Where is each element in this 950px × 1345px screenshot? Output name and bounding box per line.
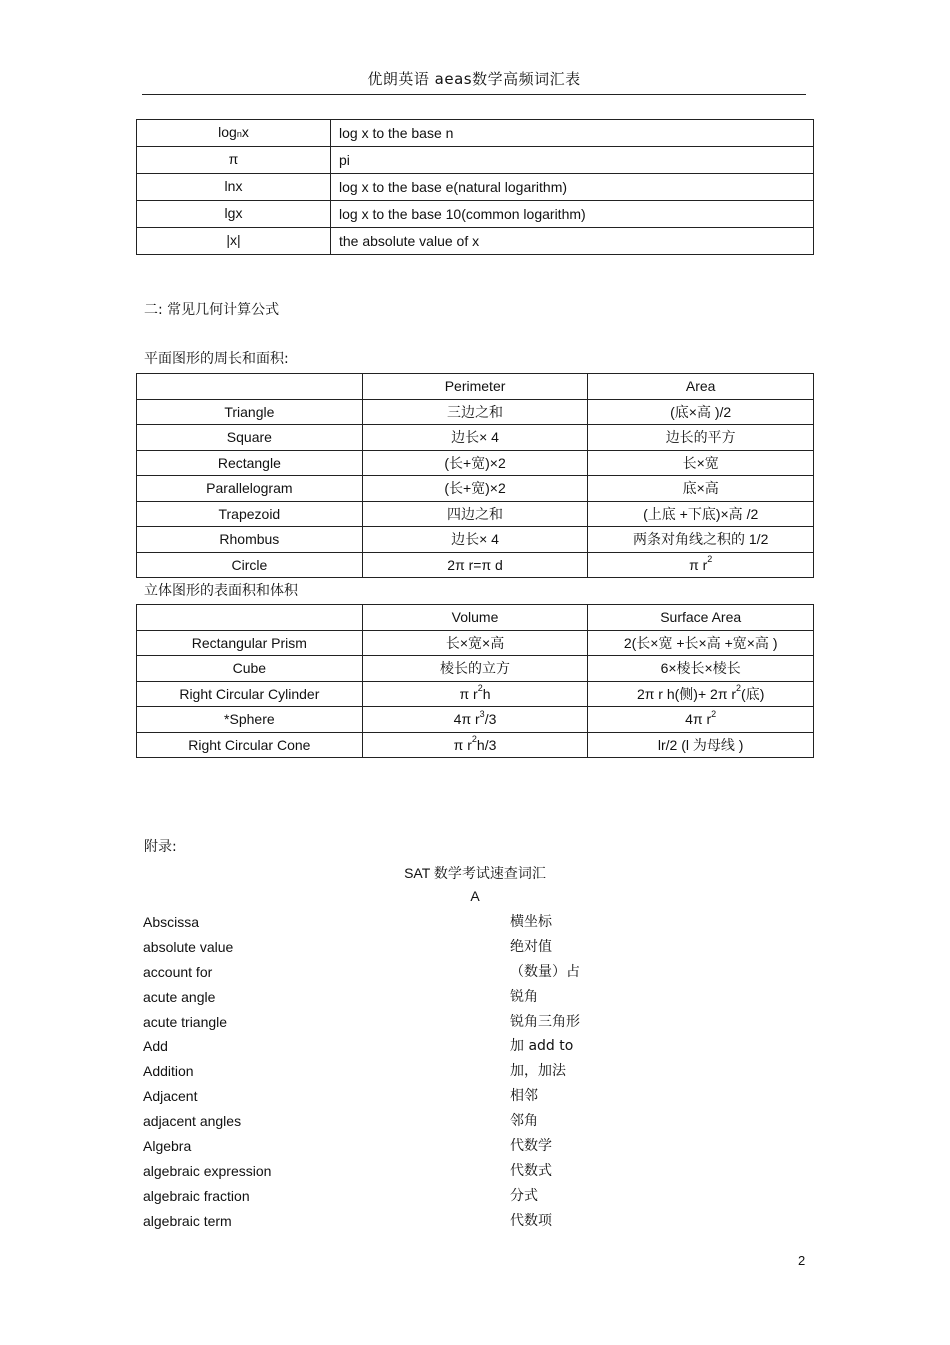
- vocab-item: [143, 1034, 663, 1059]
- header-divider: [142, 94, 806, 95]
- term-english: Adjacent: [143, 1088, 198, 1105]
- cell-text: 4π r: [453, 711, 480, 728]
- table-cell: [137, 501, 363, 527]
- table-cell: [362, 527, 588, 553]
- symbol-subscript: n: [236, 129, 242, 139]
- cell-text: 两条对角线之积的 1/2: [633, 531, 769, 548]
- table-row: [137, 425, 814, 451]
- meaning-cell: the absolute value of x: [331, 228, 814, 255]
- cell-text: 底×高: [682, 480, 719, 497]
- table-row: [137, 228, 814, 255]
- vocab-item: [143, 1059, 663, 1084]
- term-chinese: 加，加法: [510, 1063, 566, 1080]
- cell-tail: h/3: [476, 736, 497, 753]
- table-row: [137, 501, 814, 527]
- cell-text: Circle: [231, 556, 268, 573]
- figure-name: Cube: [137, 656, 363, 682]
- column-header: Surface Area: [588, 605, 814, 631]
- surface-area-cell: [588, 681, 814, 707]
- cell-text: (底×高 )/2: [670, 403, 732, 420]
- cell-text: 边长× 4: [451, 429, 499, 446]
- cell-text: (长+宽)×2: [444, 480, 506, 497]
- table-cell: [137, 425, 363, 451]
- log-notation-table: [136, 119, 814, 255]
- symbol-tail: x: [241, 124, 249, 140]
- term-chinese: 代数式: [510, 1162, 552, 1179]
- meaning-cell: log x to the base 10(common logarithm): [331, 201, 814, 228]
- cell-text: Trapezoid: [218, 505, 281, 522]
- appendix-label: 附录:: [144, 839, 177, 855]
- superscript: 3: [479, 708, 485, 719]
- cell-text: π r: [459, 685, 478, 702]
- vocab-item: [143, 1109, 663, 1134]
- table-cell: [588, 501, 814, 527]
- term-english: algebraic expression: [143, 1162, 272, 1179]
- table-cell: [137, 399, 363, 425]
- table-row: [137, 399, 814, 425]
- cell-tail: (底): [741, 685, 765, 702]
- term-chinese: 代数项: [510, 1212, 552, 1229]
- symbol-text: lnx: [224, 178, 243, 194]
- surface-area-cell: [588, 732, 814, 758]
- table-cell: [362, 399, 588, 425]
- table-row: [137, 527, 814, 553]
- table-row: [137, 120, 814, 147]
- superscript: 2: [477, 683, 483, 694]
- superscript: 2: [707, 554, 713, 565]
- table-cell: [362, 425, 588, 451]
- vocab-item: [143, 1134, 663, 1159]
- symbol-text: lgx: [224, 205, 243, 221]
- cell-text: 长×宽×高: [445, 634, 505, 651]
- table-cell: [588, 450, 814, 476]
- term-english: acute angle: [143, 988, 216, 1005]
- symbol-cell: [137, 120, 331, 147]
- column-header: [137, 374, 363, 400]
- figure-name: Right Circular Cone: [137, 732, 363, 758]
- column-header: Area: [588, 374, 814, 400]
- vocab-item: [143, 1209, 663, 1234]
- volume-cell: [362, 707, 588, 733]
- letter-heading: A: [470, 888, 480, 904]
- plane-figures-table: [136, 373, 814, 578]
- superscript: 2: [471, 734, 477, 745]
- table-cell: [588, 527, 814, 553]
- superscript: 2: [711, 708, 717, 719]
- cell-text: 2π r=π d: [447, 556, 503, 573]
- meaning-cell: pi: [331, 147, 814, 174]
- cell-text: 三边之和: [447, 403, 504, 420]
- cell-text: Square: [226, 429, 272, 446]
- table-cell: [588, 552, 814, 578]
- term-english: acute triangle: [143, 1013, 228, 1030]
- table-cell: [588, 399, 814, 425]
- column-header: [137, 605, 363, 631]
- solid-caption: 立体图形的表面积和体积: [144, 583, 298, 599]
- vocab-item: [143, 960, 663, 985]
- vocab-item: [143, 1184, 663, 1209]
- table-cell: [137, 552, 363, 578]
- column-header: Volume: [362, 605, 588, 631]
- vocab-item: [143, 935, 663, 960]
- vocab-item: [143, 1084, 663, 1109]
- term-chinese: 横坐标: [510, 914, 552, 930]
- symbol-cell: [137, 228, 331, 255]
- cell-text: 2π r h(侧)+ 2π r: [636, 685, 737, 702]
- appendix-title: SAT 数学考试速查词汇: [404, 865, 546, 881]
- term-english: Addition: [143, 1063, 194, 1080]
- term-chinese: 代数学: [510, 1138, 552, 1155]
- term-english: Abscissa: [143, 914, 200, 930]
- table-cell: [362, 450, 588, 476]
- term-chinese: 邻角: [510, 1113, 538, 1130]
- term-chinese: 分式: [510, 1187, 538, 1204]
- cell-text: 4π r: [685, 711, 712, 728]
- surface-area-cell: [588, 630, 814, 656]
- solid-figures-table: [136, 604, 814, 758]
- symbol-text: |x|: [226, 232, 241, 248]
- term-english: absolute value: [143, 938, 234, 955]
- vocab-item: [143, 1010, 663, 1035]
- table-header-row: [137, 605, 814, 631]
- vocabulary-list: [143, 910, 663, 1234]
- term-chinese: （数量）占: [510, 963, 580, 980]
- cell-text: (上底 +下底)×高 /2: [643, 505, 759, 522]
- volume-cell: [362, 681, 588, 707]
- term-english: Algebra: [143, 1138, 192, 1155]
- page-header: 优朗英语 aeas数学高频词汇表: [367, 70, 581, 88]
- vocab-item: [143, 1159, 663, 1184]
- vocab-item: [143, 985, 663, 1010]
- term-english: account for: [143, 963, 213, 980]
- cell-text: (长+宽)×2: [444, 454, 506, 471]
- table-row: [137, 201, 814, 228]
- table-row: [137, 147, 814, 174]
- term-chinese: 绝对值: [510, 938, 552, 955]
- meaning-cell: log x to the base n: [331, 120, 814, 147]
- table-row: [137, 656, 814, 682]
- cell-tail: /3: [484, 711, 497, 728]
- cell-text: Rectangle: [217, 454, 281, 471]
- term-english: adjacent angles: [143, 1113, 242, 1130]
- term-english: Add: [143, 1038, 168, 1055]
- table-row: [137, 450, 814, 476]
- table-row: [137, 630, 814, 656]
- cell-text: 棱长的立方: [440, 660, 511, 677]
- term-chinese: 相邻: [510, 1088, 538, 1105]
- symbol-text: π: [228, 151, 239, 167]
- volume-cell: [362, 630, 588, 656]
- cell-text: 边长的平方: [665, 429, 736, 446]
- term-chinese: 锐角三角形: [510, 1013, 580, 1030]
- cell-text: Parallelogram: [206, 480, 293, 497]
- cell-text: 6×棱长×棱长: [660, 660, 741, 677]
- term-english: algebraic term: [143, 1212, 232, 1229]
- figure-name: *Sphere: [137, 707, 363, 733]
- volume-cell: [362, 656, 588, 682]
- surface-area-cell: [588, 707, 814, 733]
- symbol-cell: [137, 201, 331, 228]
- table-row: [137, 174, 814, 201]
- table-cell: [588, 425, 814, 451]
- table-cell: [588, 476, 814, 502]
- cell-text: 长×宽: [682, 454, 719, 471]
- superscript: 2: [736, 683, 742, 694]
- term-chinese: 锐角: [510, 988, 538, 1005]
- cell-text: Rhombus: [219, 531, 280, 548]
- page-number: 2: [798, 1253, 806, 1268]
- cell-text: 边长× 4: [451, 531, 499, 548]
- table-row: [137, 707, 814, 733]
- figure-name: Rectangular Prism: [137, 630, 363, 656]
- section-title: 二: 常见几何计算公式: [144, 302, 280, 318]
- table-row: [137, 552, 814, 578]
- table-row: [137, 732, 814, 758]
- table-row: [137, 476, 814, 502]
- table-cell: [137, 527, 363, 553]
- figure-name: Right Circular Cylinder: [137, 681, 363, 707]
- symbol-cell: [137, 174, 331, 201]
- column-header: Perimeter: [362, 374, 588, 400]
- meaning-cell: log x to the base e(natural logarithm): [331, 174, 814, 201]
- cell-text: π r: [453, 736, 472, 753]
- table-cell: [362, 476, 588, 502]
- surface-area-cell: [588, 656, 814, 682]
- term-english: algebraic fraction: [143, 1187, 250, 1204]
- term-chinese: 加 add to: [510, 1038, 574, 1055]
- volume-cell: [362, 732, 588, 758]
- cell-text: 2(长×宽 +长×高 +宽×高 ): [623, 634, 778, 651]
- table-cell: [137, 476, 363, 502]
- table-cell: [362, 552, 588, 578]
- vocab-item: [143, 910, 663, 935]
- table-cell: [137, 450, 363, 476]
- symbol-text: log: [218, 124, 237, 140]
- cell-text: 四边之和: [447, 505, 504, 522]
- cell-text: lr/2 (l 为母线 ): [657, 736, 744, 753]
- cell-tail: h: [482, 685, 491, 702]
- table-header-row: [137, 374, 814, 400]
- table-cell: [362, 501, 588, 527]
- table-row: [137, 681, 814, 707]
- cell-text: Triangle: [224, 403, 275, 420]
- cell-text: π r: [689, 556, 708, 573]
- symbol-cell: [137, 147, 331, 174]
- plane-caption: 平面图形的周长和面积:: [144, 351, 289, 367]
